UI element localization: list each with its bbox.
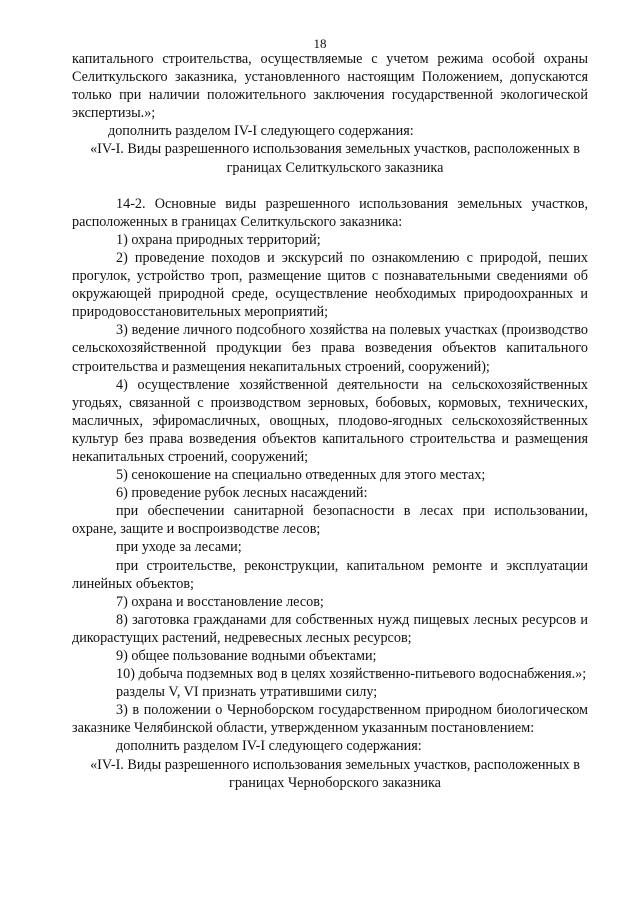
list-item: 2) проведение походов и экскурсий по ознакомлению с природой, пеших прогулок, устройство троп, размещение щитов с познавательными сведениями об окружающей природной среде, осуществление необходимых природоохранных и природовосстановительных мероприятий; — [72, 249, 588, 321]
page-number: 18 — [313, 36, 327, 51]
body-paragraph: дополнить разделом IV-I следующего содержания: — [108, 123, 414, 140]
body-paragraph: разделы V, VI признать утратившими силу; — [116, 684, 378, 701]
body-paragraph: капитального строительства, осуществляемые с учетом режима особой охраны Селиткульского заказника, установленного настоящим Положением, допускаются только при наличии положительного заключения государственной экологической экспертизы.»; — [72, 51, 588, 122]
section-heading: «IV-I. Виды разрешенного использования земельных участков, расположенных в границах Селиткульского заказника — [90, 141, 580, 176]
sub-item: при обеспечении санитарной безопасности в лесах при использовании, охране, защите и воспроизводстве лесов; — [72, 503, 588, 538]
list-item: 3) ведение личного подсобного хозяйства на полевых участках (производство сельскохозяйственной продукции без права возведения объектов капитального строительства и размещения некапитальных строений, сооружений); — [72, 322, 588, 375]
list-item: 5) сенокошение на специально отведенных для этого местах; — [116, 467, 486, 484]
sub-item: при уходе за лесами; — [116, 539, 242, 556]
section-heading: «IV-I. Виды разрешенного использования земельных участков, расположенных в границах Черноборского заказника — [90, 756, 580, 791]
document-body — [72, 50, 588, 792]
list-item: 4) осуществление хозяйственной деятельности на сельскохозяйственных угодьях, связанной с производством зерновых, бобовых, кормовых, технических, масличных, эфиромасличных, овощных, плодово-ягодных сельскохозяйственных культур без права возведения объектов капитального строительства и размещения некапитальных строений, сооружений; — [72, 376, 588, 465]
list-item: 1) охрана природных территорий; — [116, 231, 321, 248]
list-item: 8) заготовка гражданами для собственных нужд пищевых лесных ресурсов и дикорастущих растений, недревесных лесных ресурсов; — [72, 611, 588, 646]
list-item: 10) добыча подземных вод в целях хозяйственно-питьевого водоснабжения.»; — [116, 666, 587, 683]
list-item: 7) охрана и восстановление лесов; — [116, 593, 324, 610]
body-paragraph: 3) в положении о Черноборском государственном природном биологическом заказнике Челябинской области, утвержденном указанным постановлением: — [72, 702, 588, 737]
list-item: 9) общее пользование водными объектами; — [116, 648, 377, 664]
body-paragraph: 14-2. Основные виды разрешенного использования земельных участков, расположенных в границах Селиткульского заказника: — [72, 195, 588, 230]
list-item: 6) проведение рубок лесных насаждений: — [116, 485, 368, 502]
body-paragraph: дополнить разделом IV-I следующего содержания: — [116, 738, 422, 755]
sub-item: при строительстве, реконструкции, капитальном ремонте и эксплуатации линейных объектов; — [72, 557, 588, 592]
